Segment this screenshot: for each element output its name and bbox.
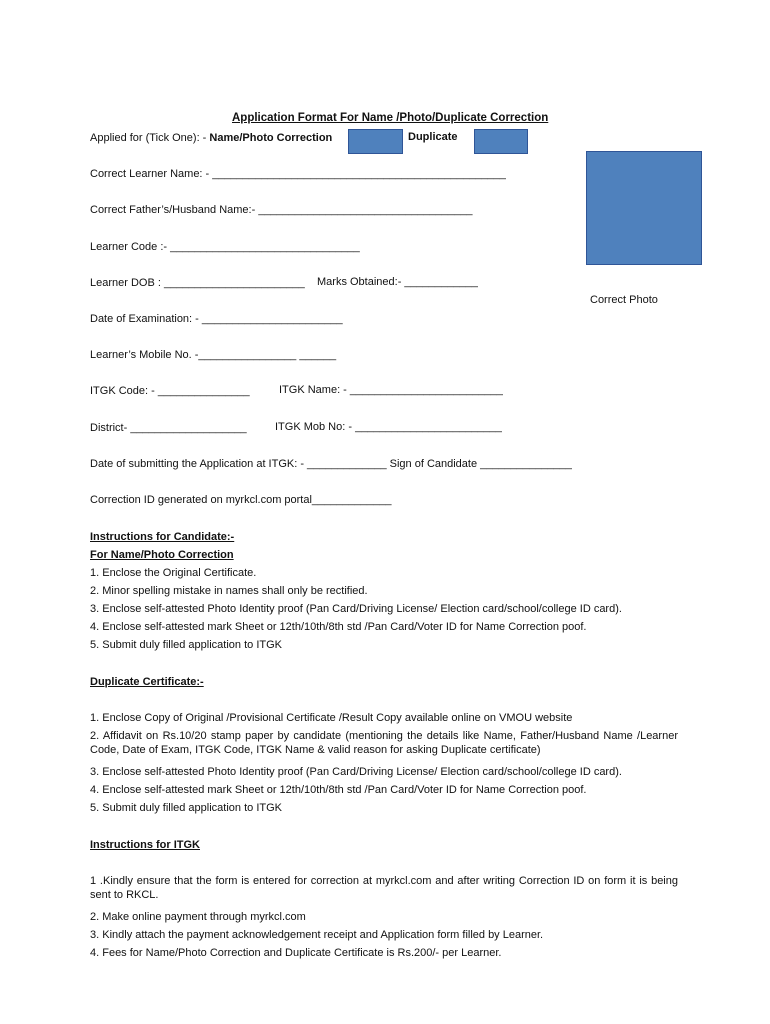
duplicate-certificate-heading: Duplicate Certificate:- xyxy=(90,676,204,688)
learner-dob-field[interactable]: Learner DOB : _______________________ xyxy=(90,277,305,289)
list-item: 5. Submit duly filled application to ITGK xyxy=(90,802,282,814)
learner-code-field[interactable]: Learner Code :- _______________________________ xyxy=(90,241,360,253)
list-item: 2. Minor spelling mistake in names shall only be rectified. xyxy=(90,585,368,597)
list-item: 1. Enclose the Original Certificate. xyxy=(90,567,257,579)
tick-box-name-photo[interactable] xyxy=(348,129,403,154)
name-photo-subheading: For Name/Photo Correction xyxy=(90,549,234,561)
photo-caption: Correct Photo xyxy=(590,294,658,306)
district-field[interactable]: District- ___________________ xyxy=(90,422,247,434)
candidate-instructions-heading: Instructions for Candidate:- xyxy=(90,531,235,543)
exam-date-field[interactable]: Date of Examination: - _______________________ xyxy=(90,313,343,325)
list-item: 1 .Kindly ensure that the form is entered for correction at myrkcl.com and after writing Correction ID on form it is being sent to RKCL. xyxy=(90,875,678,901)
list-item: 2. Affidavit on Rs.10/20 stamp paper by candidate (mentioning the details like Name, Father/Husband Name /Learner Code, Date of Exam, ITGK Code, ITGK Name & valid reason for asking Duplicate certificate) xyxy=(90,730,678,756)
option-duplicate-label: Duplicate xyxy=(408,131,458,143)
mobile-field[interactable]: Learner’s Mobile No. -________________ ______ xyxy=(90,349,337,361)
applied-for-row xyxy=(90,131,332,145)
itgk-name-field[interactable]: ITGK Name: - _________________________ xyxy=(279,384,503,396)
list-item: 1. Enclose Copy of Original /Provisional Certificate /Result Copy available online on VMOU website xyxy=(90,712,573,724)
itgk-mob-field[interactable]: ITGK Mob No: - ________________________ xyxy=(275,421,502,433)
list-item: 3. Enclose self-attested Photo Identity proof (Pan Card/Driving License/ Election card/school/college ID card). xyxy=(90,603,622,615)
list-item: 3. Kindly attach the payment acknowledgement receipt and Application form filled by Learner. xyxy=(90,929,544,941)
page-title: Application Format For Name /Photo/Duplicate Correction xyxy=(232,112,549,124)
correction-id-field[interactable]: Correction ID generated on myrkcl.com portal_____________ xyxy=(90,494,392,506)
father-name-field[interactable]: Correct Father’s/Husband Name:- ___________________________________ xyxy=(90,204,473,216)
list-item: 5. Submit duly filled application to ITGK xyxy=(90,639,282,651)
list-item: 2. Make online payment through myrkcl.com xyxy=(90,911,306,923)
list-item: 4. Enclose self-attested mark Sheet or 12th/10th/8th std /Pan Card/Voter ID for Name Correction poof. xyxy=(90,621,587,633)
itgk-code-field[interactable]: ITGK Code: - _______________ xyxy=(90,385,250,397)
applied-for-label: Applied for (Tick One): - xyxy=(90,132,210,144)
list-item: 3. Enclose self-attested Photo Identity proof (Pan Card/Driving License/ Election card/school/college ID card). xyxy=(90,766,622,778)
list-item: 4. Enclose self-attested mark Sheet or 12th/10th/8th std /Pan Card/Voter ID for Name Correction poof. xyxy=(90,784,587,796)
photo-placeholder[interactable] xyxy=(586,151,702,265)
itgk-instructions-heading: Instructions for ITGK xyxy=(90,839,200,851)
option-name-photo-label: Name/Photo Correction xyxy=(209,132,333,144)
learner-name-field[interactable]: Correct Learner Name: - ________________________________________________ xyxy=(90,168,506,180)
list-item: 4. Fees for Name/Photo Correction and Duplicate Certificate is Rs.200/- per Learner. xyxy=(90,947,502,959)
marks-obtained-field[interactable]: Marks Obtained:- ____________ xyxy=(317,276,478,288)
tick-box-duplicate[interactable] xyxy=(474,129,528,154)
submission-date-field[interactable]: Date of submitting the Application at ITGK: - _____________ Sign of Candidate _______________ xyxy=(90,458,572,470)
